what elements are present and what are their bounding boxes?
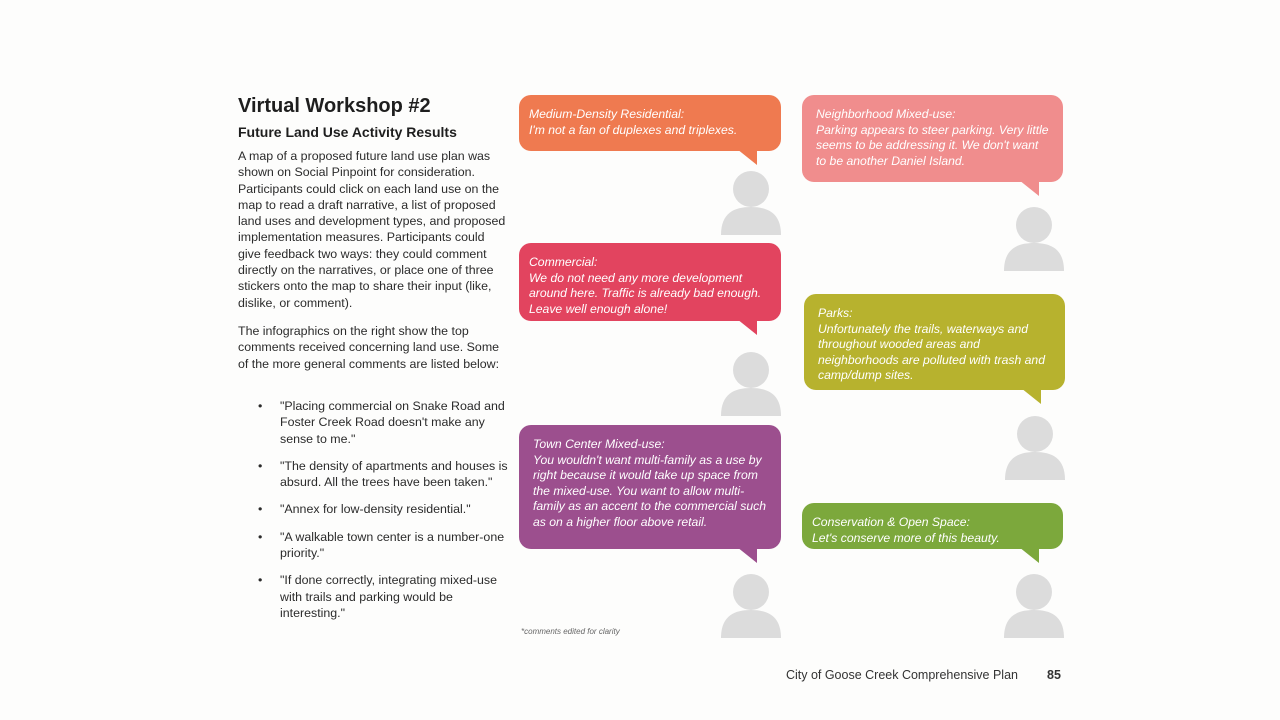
bubble-text: I'm not a fan of duplexes and triplexes.: [529, 122, 738, 137]
bullet-icon: •: [258, 399, 263, 413]
bubble-category: Parks:: [818, 306, 853, 320]
list-item: [258, 529, 513, 562]
comment-text: "A walkable town center is a number-one priority.": [280, 529, 505, 561]
intro-paragraph: A map of a proposed future land use plan was shown on Social Pinpoint for consideration. Participants could click on each land use on the map to read a draft narrative, a list of proposed land uses and development types, and proposed implementation measures. Participants could give feedback two ways: they could comment directly on the narratives, or place one of three stickers onto the map to share their input (like, dislike, or comment).: [238, 149, 506, 310]
speech-tail-icon: [1021, 388, 1041, 404]
comment-text: "The density of apartments and houses is absurd. All the trees have been taken.": [280, 458, 508, 490]
bubble-parks: [804, 294, 1065, 390]
person-silhouette-icon: [720, 572, 782, 638]
page-title: Virtual Workshop #2: [238, 95, 431, 117]
bubble-category: Medium-Density Residential:: [529, 107, 685, 121]
bullet-icon: •: [258, 502, 263, 517]
person-silhouette-icon: [1004, 414, 1066, 480]
speech-tail-icon: [737, 319, 757, 335]
bullet-icon: •: [258, 529, 263, 544]
person-silhouette-icon: [1003, 572, 1065, 638]
speech-tail-icon: [1019, 547, 1039, 563]
bubble-text: Parking appears to steer parking. Very little seems to be addressing it. We don't want to be another Daniel Island.: [816, 122, 1049, 168]
bullet-icon: •: [258, 458, 263, 473]
clarity-note: *comments edited for clarity: [521, 627, 620, 636]
list-item: [258, 572, 513, 621]
bullet-icon: •: [258, 573, 263, 588]
infographics-paragraph: The infographics on the right show the top comments received concerning land use. Some of the more general comments are listed below:: [238, 324, 500, 371]
bubble-town-center-mixed-use: [519, 425, 781, 549]
general-comments-list: [258, 398, 513, 632]
comment-text: "Placing commercial on Snake Road and Foster Creek Road doesn't make any sense to me.": [280, 399, 505, 446]
bubble-medium-density-residential: [519, 95, 781, 151]
bubble-text: We do not need any more development around here. Traffic is already bad enough. Leave well enough alone!: [529, 270, 762, 316]
list-item: [258, 398, 513, 447]
comment-text: "If done correctly, integrating mixed-use with trails and parking would be interesting.": [280, 573, 497, 620]
speech-tail-icon: [737, 149, 757, 165]
bubble-category: Town Center Mixed-use:: [533, 437, 665, 451]
bubble-text: You wouldn't want multi-family as a use by right because it would take up space from the mixed-use. You want to allow multi-family as an accent to the commercial such as on a higher floor above retail.: [533, 452, 767, 529]
speech-tail-icon: [737, 547, 757, 563]
bubble-category: Commercial:: [529, 255, 598, 269]
bubble-conservation-open-space: [802, 503, 1063, 549]
page-number: 85: [1047, 668, 1061, 682]
list-item: [258, 458, 513, 491]
bubble-category: Neighborhood Mixed-use:: [816, 107, 956, 121]
bubble-text: Unfortunately the trails, waterways and throughout wooded areas and neighborhoods are polluted with trash and camp/dump sites.: [818, 321, 1045, 383]
footer-plan-name: City of Goose Creek Comprehensive Plan: [785, 668, 1018, 682]
bubble-category: Conservation & Open Space:: [812, 515, 970, 529]
bubble-text: Let's conserve more of this beauty.: [812, 530, 1000, 545]
page-subtitle: Future Land Use Activity Results: [238, 124, 457, 140]
person-silhouette-icon: [720, 169, 782, 235]
bubble-neighborhood-mixed-use: [802, 95, 1063, 182]
speech-tail-icon: [1019, 180, 1039, 196]
comment-text: "Annex for low-density residential.": [280, 502, 471, 517]
person-silhouette-icon: [1003, 205, 1065, 271]
bubble-commercial: [519, 243, 781, 321]
person-silhouette-icon: [720, 350, 782, 416]
list-item: [258, 501, 513, 517]
